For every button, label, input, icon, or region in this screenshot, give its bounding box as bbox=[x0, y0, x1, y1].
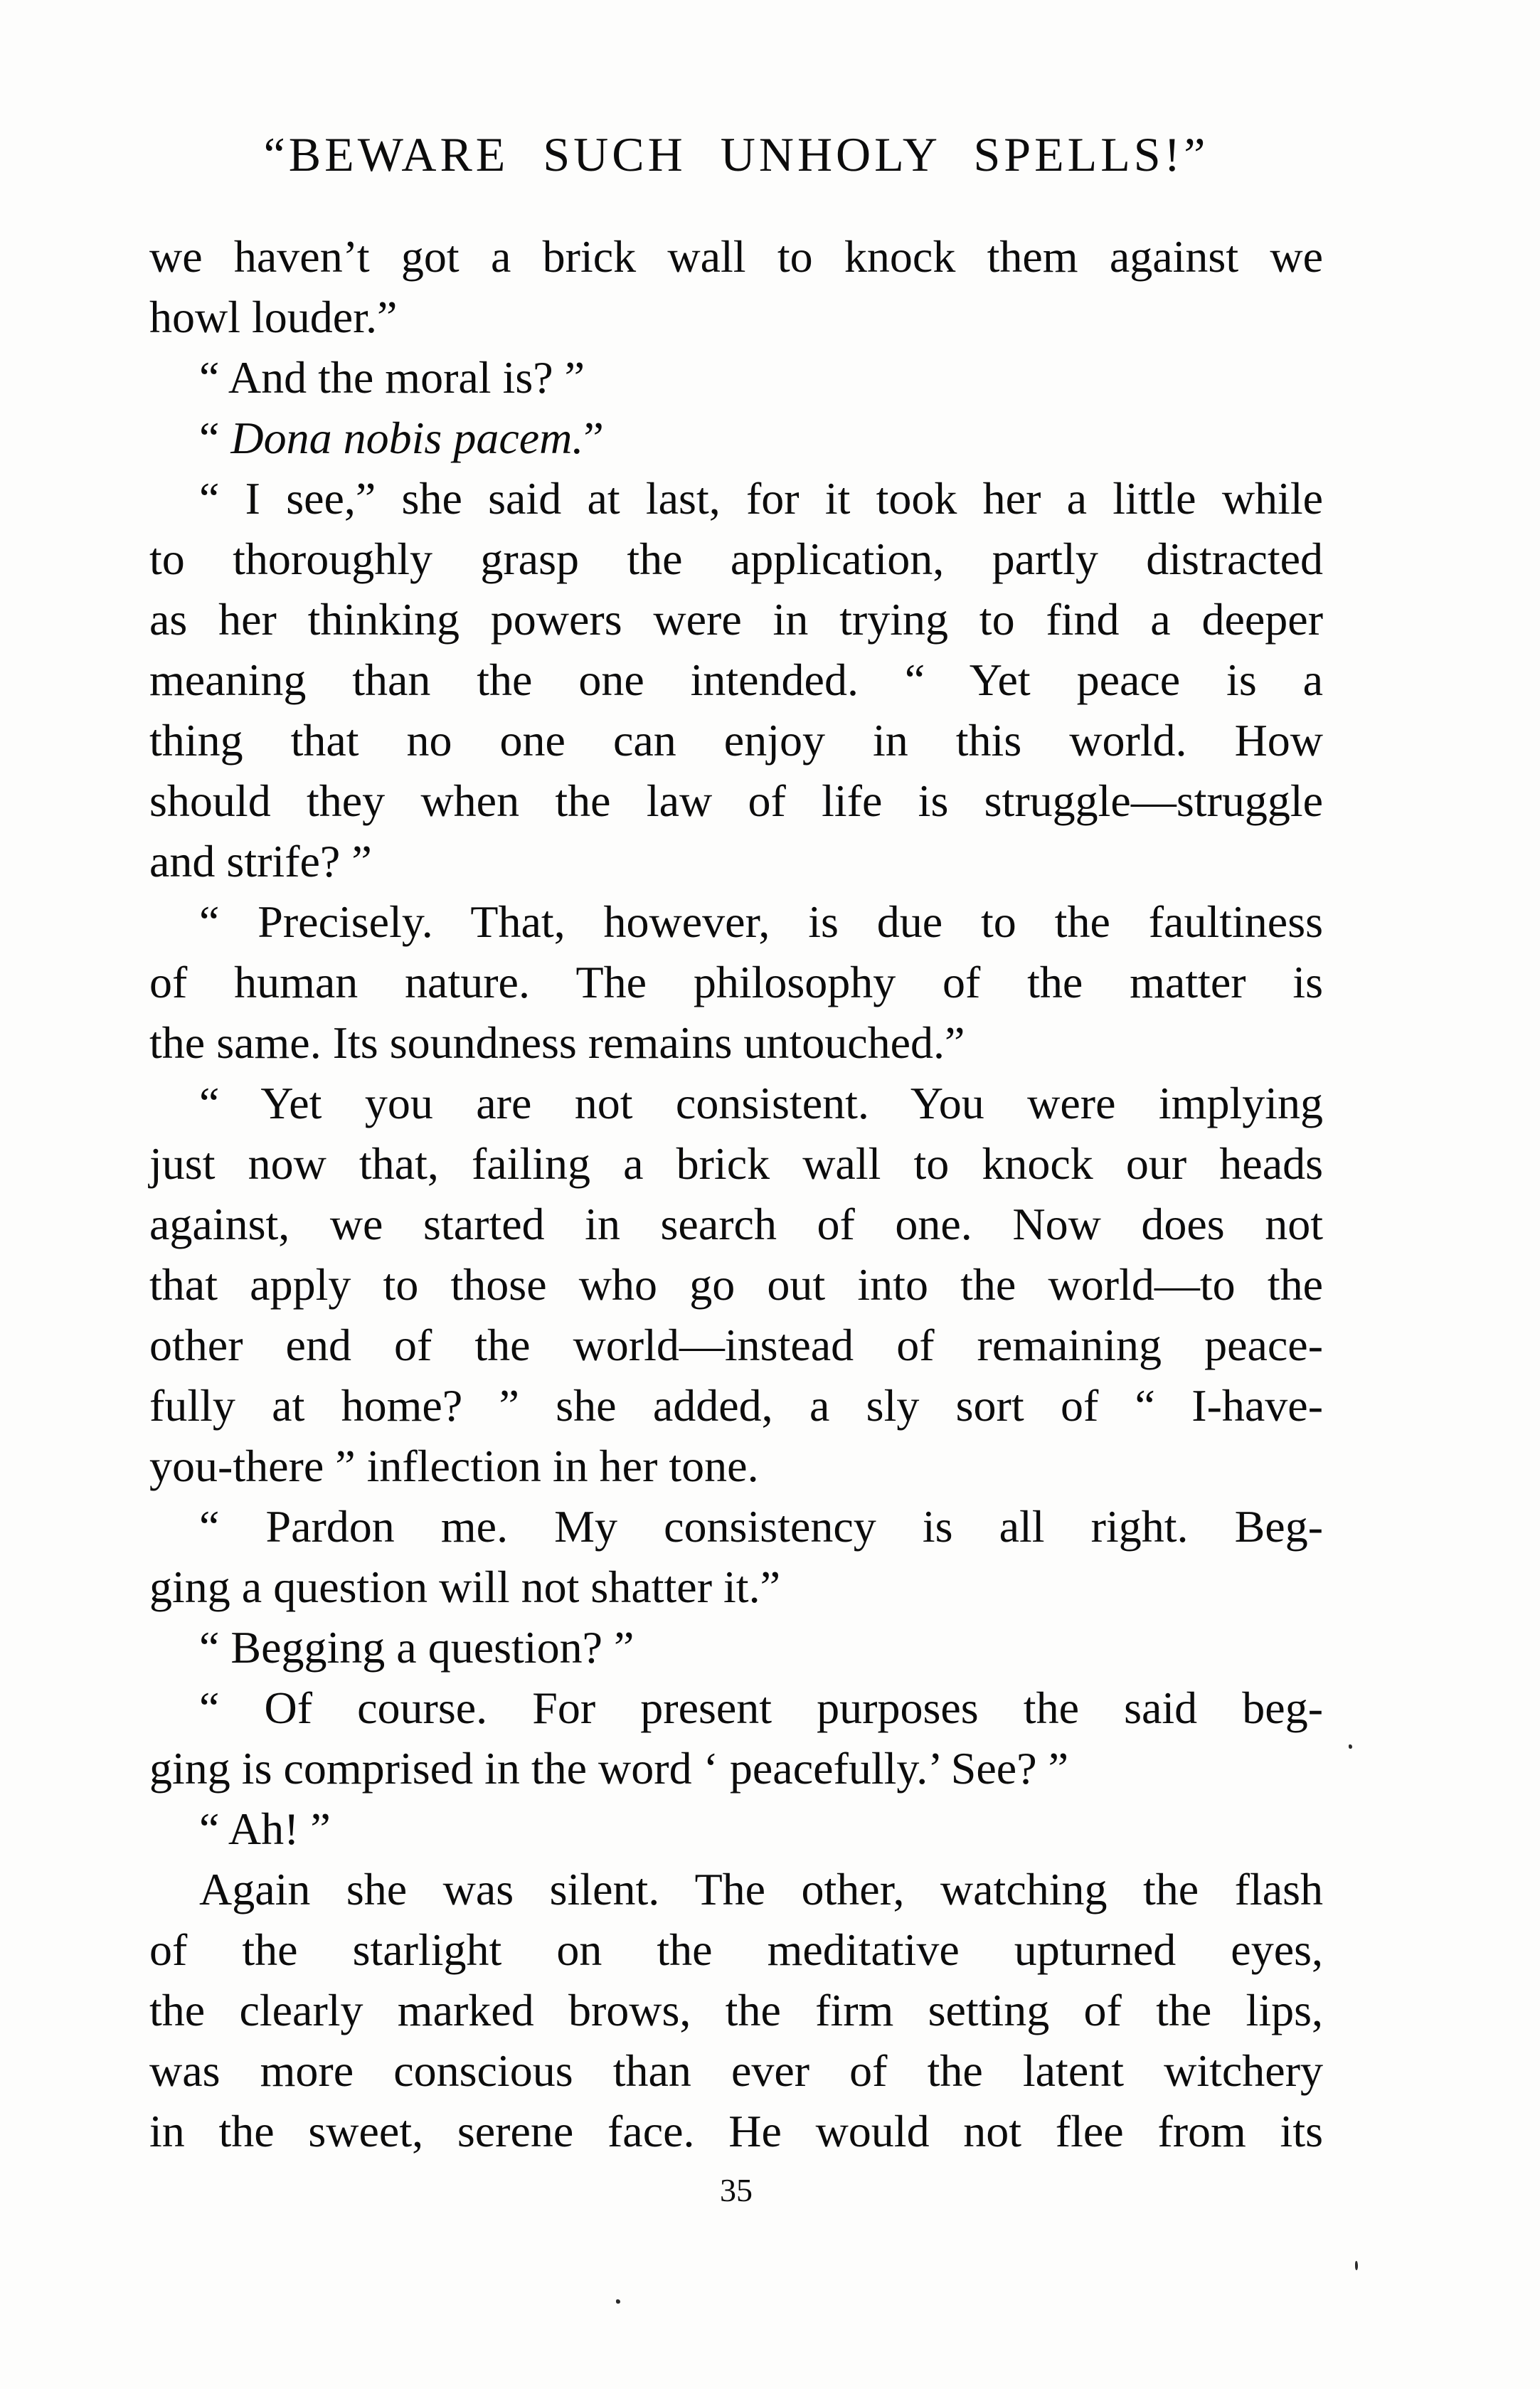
italic-phrase: Dona nobis pacem. bbox=[230, 413, 584, 463]
running-head: “BEWARE SUCH UNHOLY SPELLS!” bbox=[263, 127, 1209, 181]
scan-speck bbox=[616, 2299, 620, 2304]
scan-speck bbox=[1355, 2261, 1358, 2270]
paragraph bbox=[149, 1859, 1323, 2161]
text-line: “ Yet you are not consistent. You were implying bbox=[199, 1078, 1323, 1128]
text-line: thing that no one can enjoy in this world. How bbox=[149, 715, 1323, 766]
paragraph bbox=[149, 347, 1323, 408]
scan-speck bbox=[1349, 1744, 1352, 1749]
text-line: and strife? ” bbox=[149, 836, 372, 886]
paragraph bbox=[149, 891, 1323, 1073]
text-line: against, we started in search of one. Now does not bbox=[149, 1199, 1323, 1249]
text-line: fully at home? ” she added, a sly sort of “ I-have- bbox=[149, 1380, 1323, 1431]
text-line: ging a question will not shatter it.” bbox=[149, 1562, 780, 1612]
text-line: the same. Its soundness remains untouched.” bbox=[149, 1017, 965, 1068]
paragraph bbox=[149, 226, 1323, 347]
text-line: “ And the moral is? ” bbox=[199, 352, 585, 403]
text-line: ging is comprised in the word ‘ peacefully.’ See? ” bbox=[149, 1743, 1068, 1794]
text-line: “ Ah! ” bbox=[199, 1803, 331, 1854]
text-line: meaning than the one intended. “ Yet peace is a bbox=[149, 655, 1323, 705]
text-line: we haven’t got a brick wall to knock them against we bbox=[149, 231, 1323, 282]
paragraph bbox=[149, 468, 1323, 891]
paragraph bbox=[149, 1678, 1323, 1799]
page-number: 35 bbox=[720, 2172, 753, 2208]
text-line: of human nature. The philosophy of the matter is bbox=[149, 957, 1323, 1007]
text-line: other end of the world—instead of remaining peace- bbox=[149, 1320, 1323, 1370]
paragraph bbox=[149, 1073, 1323, 1496]
text-line: howl louder.” bbox=[149, 292, 398, 342]
text-line: of the starlight on the meditative upturned eyes, bbox=[149, 1924, 1323, 1975]
page-body bbox=[149, 226, 1323, 2161]
text-line: you-there ” inflection in her tone. bbox=[149, 1441, 759, 1491]
text-line: “ Pardon me. My consistency is all right. Beg- bbox=[199, 1501, 1323, 1552]
text-line: just now that, failing a brick wall to knock our heads bbox=[149, 1138, 1323, 1189]
text-line: was more conscious than ever of the latent witchery bbox=[149, 2045, 1323, 2096]
text-line: “ I see,” she said at last, for it took her a little while bbox=[199, 473, 1323, 524]
text-line: the clearly marked brows, the firm setting of the lips, bbox=[149, 1985, 1323, 2035]
text-line: “ Precisely. That, however, is due to the faultiness bbox=[199, 896, 1323, 947]
text-line: that apply to those who go out into the world—to the bbox=[149, 1259, 1323, 1310]
text-line: should they when the law of life is struggle—struggle bbox=[149, 775, 1323, 826]
text-line: “ Of course. For present purposes the said beg- bbox=[199, 1683, 1323, 1733]
paragraph bbox=[149, 408, 1323, 468]
paragraph bbox=[149, 1617, 1323, 1678]
paragraph bbox=[149, 1496, 1323, 1617]
text-line: “ Begging a question? ” bbox=[199, 1622, 634, 1673]
paragraph bbox=[149, 1799, 1323, 1859]
text-line: Again she was silent. The other, watching the flash bbox=[199, 1864, 1323, 1914]
text-line: in the sweet, serene face. He would not flee from its bbox=[149, 2106, 1323, 2156]
text-line: as her thinking powers were in trying to find a deeper bbox=[149, 594, 1323, 645]
text-line: “ Dona nobis pacem.” bbox=[199, 413, 604, 463]
text-line: to thoroughly grasp the application, partly distracted bbox=[149, 534, 1323, 584]
